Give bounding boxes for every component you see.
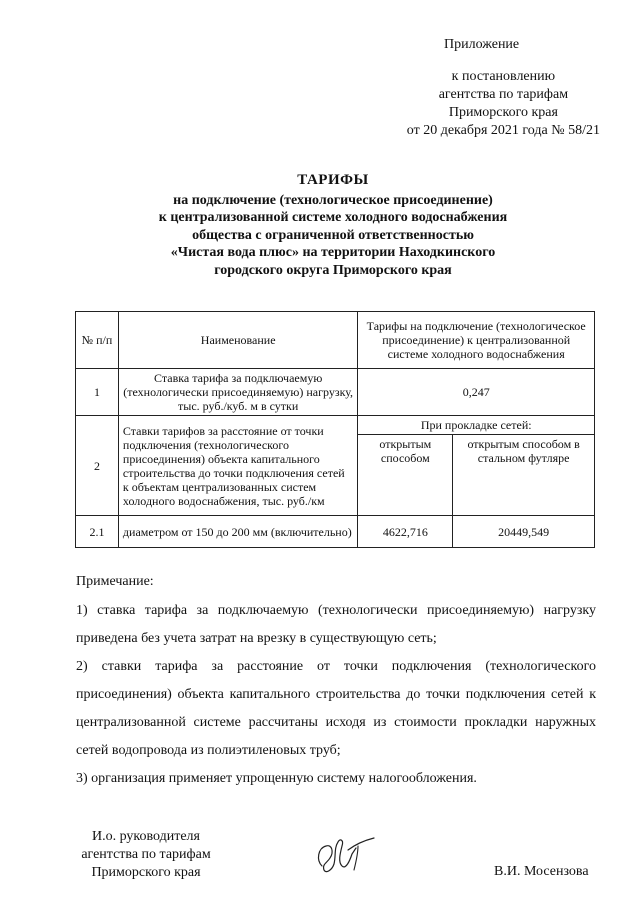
signatory-position [66,828,226,882]
notes-section [76,568,596,793]
header-name: Наименование [118,312,357,369]
header-num: № п/п [76,312,119,369]
position-line: И.о. руководителя [91,829,200,844]
decree-line: к постановлению [451,69,556,84]
row-name: Ставка тарифа за подключаемую (технологически присоединяемую) нагрузку, тыс. руб./куб. м в сутки [118,369,357,416]
row-name: Ставки тарифов за расстояние от точки подключения (технологического присоединения) объекта капитального строительства до точки подключения сетей к объектам централизованных систем холодного водоснабжения, тыс. руб./км [118,416,357,516]
note-item: 3) организация применяет упрощенную систему налогообложения. [76,771,477,786]
title-line: общества с ограниченной ответственностью [192,227,474,243]
row-num: 2 [76,416,119,516]
decree-reference [407,68,600,140]
open-method-value: 4622,716 [358,516,453,548]
steel-casing-value: 20449,549 [453,516,595,548]
steel-casing-header: открытым способом в стальном футляре [453,435,595,516]
note-item: 2) ставки тарифа за расстояние от точки подключения (технологического присоединения) объекта капитального строительства до точки подключения сетей к централизованной системе рассчитаны исходя из стоимости прокладки наружных сетей водопровода из полиэтиленовых труб; [76,659,596,758]
decree-line: от 20 декабря 2021 года № 58/21 [406,123,600,138]
title-line: городского округа Приморского края [214,262,452,278]
table-header-row [76,312,595,369]
decree-line: агентства по тарифам [438,87,569,102]
open-method-header: открытым способом [358,435,453,516]
table-row [76,369,595,416]
table-row [76,416,595,435]
title-line: на подключение (технологическое присоединение) [173,192,493,208]
position-line: Приморского края [91,865,201,880]
position-line: агентства по тарифам [81,847,211,862]
handwritten-signature [312,830,382,878]
table-row [76,516,595,548]
title-line: к централизованной системе холодного водоснабжения [158,210,508,225]
header-tariffs: Тарифы на подключение (технологическое присоединение) к централизованной системе холодного водоснабжения [358,312,595,369]
decree-line: Приморского края [448,105,558,120]
title-main: ТАРИФЫ [297,172,369,188]
signatory-name: В.И. Мосензова [494,864,589,879]
row-value: 0,247 [358,369,595,416]
tariff-table [75,311,595,548]
row-num: 2.1 [76,516,119,548]
note-item: 1) ставка тарифа за подключаемую (технологически присоединяемую) нагрузку приведена без учета затрат на врезку в существующую сеть; [76,603,596,646]
laying-subheader: При прокладке сетей: [358,416,595,435]
title-line: «Чистая вода плюс» на территории Находкинского [170,245,496,260]
appendix-label: Приложение [444,37,520,52]
row-num: 1 [76,369,119,416]
row-name: диаметром от 150 до 200 мм (включительно) [118,516,357,548]
document-title [60,172,606,279]
notes-heading: Примечание: [76,574,154,589]
